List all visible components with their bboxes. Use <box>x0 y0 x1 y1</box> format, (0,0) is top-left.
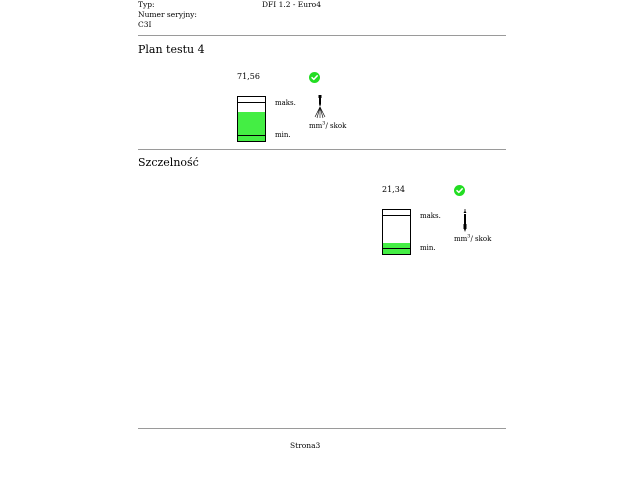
unit-label: $mm^3/$ skok <box>454 233 492 243</box>
max-line <box>383 215 410 216</box>
level-gauge <box>382 209 411 255</box>
measured-value: 71,56 <box>237 72 260 81</box>
max-line <box>238 102 265 103</box>
type-label: Typ: <box>138 0 155 9</box>
max-label: maks. <box>420 212 441 220</box>
serial-value: C3I <box>138 20 152 29</box>
measured-value: 21,34 <box>382 185 405 194</box>
section-title-tightness: Szczelność <box>138 156 199 169</box>
gauge-fill <box>238 112 265 141</box>
ok-check-icon <box>309 72 320 83</box>
min-label: min. <box>275 131 291 139</box>
divider <box>138 149 506 150</box>
ok-check-icon <box>454 185 465 196</box>
serial-label: Numer seryjny: <box>138 10 197 19</box>
section-title-test-plan: Plan testu 4 <box>138 43 205 56</box>
type-value: DFI 1.2 - Euro4 <box>262 0 321 9</box>
min-label: min. <box>420 244 436 252</box>
page-number: Strona3 <box>290 441 321 450</box>
injector-spray-icon <box>314 95 326 123</box>
max-label: maks. <box>275 99 296 107</box>
footer-divider <box>138 428 506 429</box>
unit-label: $mm^3/$ skok <box>309 120 347 130</box>
min-line <box>238 135 265 136</box>
level-gauge <box>237 96 266 142</box>
divider <box>138 35 506 36</box>
min-line <box>383 248 410 249</box>
